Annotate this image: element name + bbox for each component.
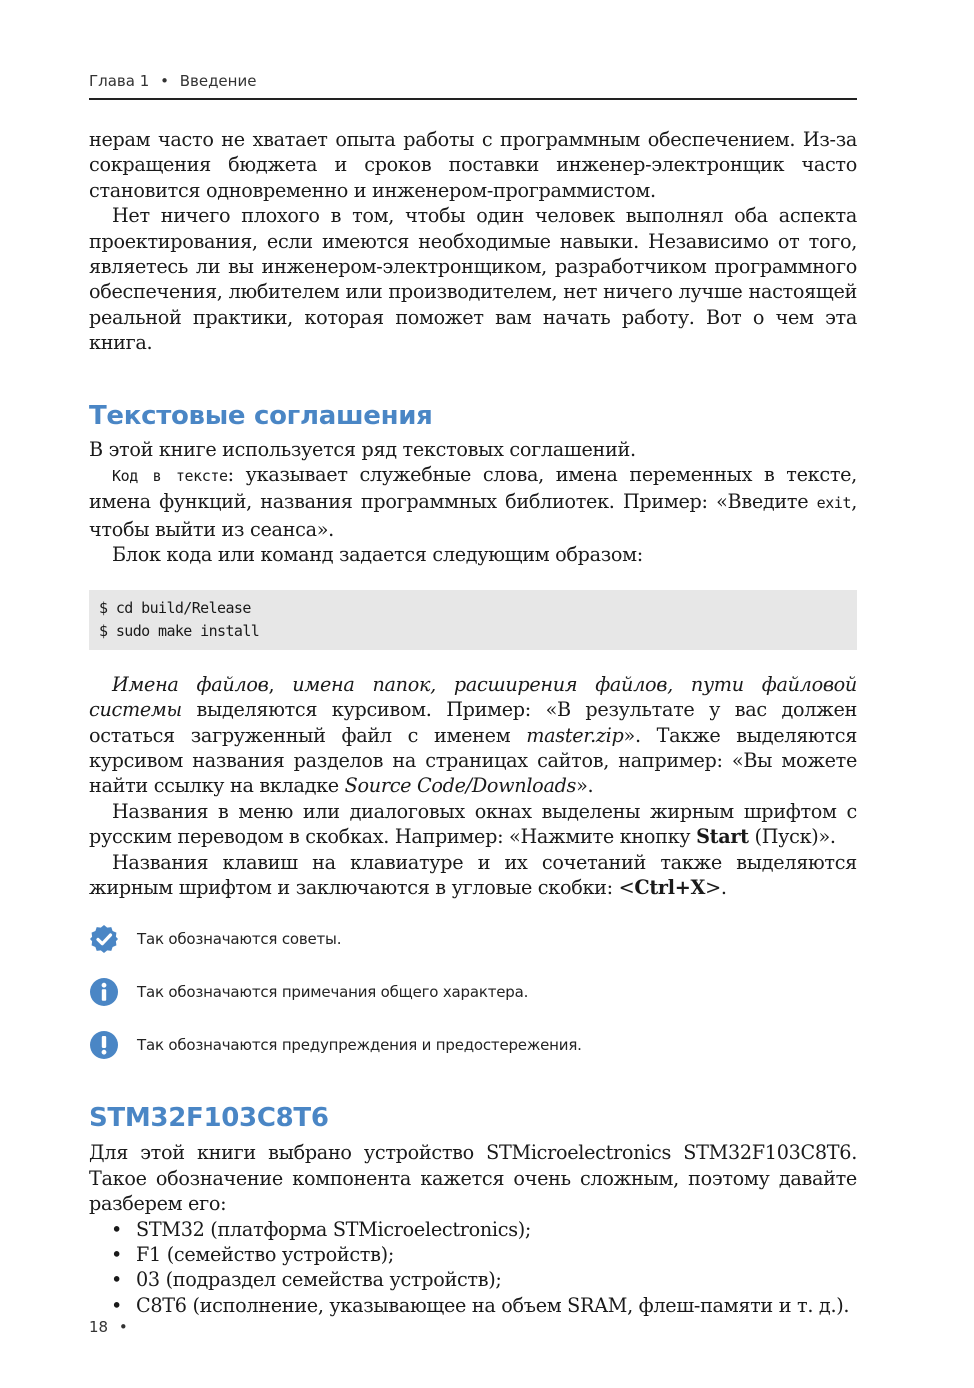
key-x: X: [690, 875, 706, 899]
bullet-glyph: •: [111, 1217, 123, 1241]
italic-text-b: ». Также выделяются курсивом названия разделов на страницах сайтов, например: «Вы можете найти ссылку на вкладке: [89, 723, 857, 798]
bold-text-a: Названия в меню или диалоговых окнах выделены жирным шрифтом с русским переводом в скобках. Например: «Нажмите кнопку: [89, 799, 857, 849]
page-number: 18: [89, 1318, 109, 1336]
stm-heading: STM32F103C8T6: [89, 1103, 329, 1134]
key-plus: +: [674, 875, 691, 899]
italic-folders: имена папок, расширения файлов, пути файловой системы: [89, 672, 857, 722]
italic-text-c: ».: [576, 774, 594, 798]
italic-master-zip: master.zip: [526, 723, 624, 747]
conventions-heading: Текстовые соглашения: [89, 400, 433, 431]
head-separator: •: [160, 72, 169, 90]
italic-source-code: Source Code/Downloads: [344, 774, 577, 798]
folio-separator: •: [118, 1318, 128, 1336]
code-in-text-label: Код в тексте: [112, 467, 228, 486]
page-folio: [89, 1318, 128, 1336]
stm-paragraph: Для этой книги выбрано устройство STMicroelectronics STM32F103C8T6. Такое обозначение компонента кажется очень сложным, поэтому давайте разберем его:: [89, 1141, 857, 1216]
code-line: $ cd build/Release: [99, 598, 251, 617]
code-desc-text-b: , чтобы выйти из сеанса».: [89, 490, 857, 541]
key-ctrl: Ctrl: [634, 875, 675, 899]
code-block: [89, 590, 857, 650]
italic-comma: ,: [268, 672, 293, 696]
bullet-glyph: •: [111, 1268, 123, 1292]
exclamation-icon: [89, 1030, 119, 1060]
note-info-text: Так обозначаются примечания общего характера.: [137, 983, 529, 1002]
conventions-paragraph-code: [89, 462, 857, 542]
code-exit: exit: [816, 494, 852, 513]
intro-paragraph-2: Нет ничего плохого в том, чтобы один человек выполнял оба аспекта проектирования, если имеются необходимые навыки. Независимо от того, являетесь ли вы инженером-электронщиком, разработчиком программного обеспечения, любителем или производителем, нет ничего лучше настоящей реальной практики, которая поможет вам начать работу. Вот о чем эта книга.: [89, 204, 857, 355]
stm-bullet-list: [89, 1217, 857, 1319]
intro-paragraph-1: нерам часто не хватает опыта работы с программным обеспечением. Из-за сокращения бюджета и сроков поставки инженер-электронщик часто становится одновременно и инженером-программистом.: [89, 128, 857, 202]
keys-text-b: >.: [705, 875, 727, 899]
italic-text-a: выделяются курсивом. Пример: «В результате у вас должен остаться загруженный файл с именем: [89, 698, 857, 747]
note-info: [89, 977, 857, 1007]
running-head: [89, 72, 857, 90]
note-tip: [89, 924, 857, 954]
list-item-text: STM32 (платформа STMicroelectronics);: [136, 1217, 532, 1241]
conventions-paragraph-italic: [89, 672, 857, 799]
page-content: [89, 127, 857, 1318]
section-label: Введение: [179, 72, 257, 90]
conventions-paragraph-keys: [89, 850, 857, 901]
notes-legend: [89, 924, 857, 1060]
list-item: [89, 1293, 857, 1318]
note-warning: [89, 1030, 857, 1060]
note-warning-text: Так обозначаются предупреждения и предостережения.: [137, 1036, 582, 1055]
check-icon: [89, 924, 119, 954]
list-item: [89, 1217, 857, 1242]
list-item: [89, 1267, 857, 1292]
chapter-label: Глава 1: [89, 72, 150, 90]
info-icon: [89, 977, 119, 1007]
conventions-paragraph-bold: [89, 799, 857, 850]
bullet-glyph: •: [111, 1242, 123, 1266]
list-item-text: C8T6 (исполнение, указывающее на объем SRAM, флеш-памяти и т. д.).: [136, 1293, 850, 1317]
note-tip-text: Так обозначаются советы.: [137, 930, 342, 949]
conventions-paragraph-1: В этой книге используется ряд текстовых соглашений.: [89, 437, 636, 461]
list-item-text: 03 (подраздел семейства устройств);: [136, 1268, 502, 1292]
italic-filenames: Имена файлов: [112, 672, 269, 696]
conventions-paragraph-block: Блок кода или команд задается следующим образом:: [112, 543, 643, 567]
bullet-glyph: •: [111, 1293, 123, 1317]
header-rule: [89, 98, 857, 100]
bold-start: Start: [696, 825, 749, 849]
keys-text-a: Названия клавиш на клавиатуре и их сочетаний также выделяются жирным шрифтом и заключаются в угловые скобки: <: [89, 850, 857, 899]
code-desc-text-a: : указывает служебные слова, имена переменных в тексте, имена функций, названия программных библиотек. Пример: «Введите: [89, 463, 857, 514]
list-item-text: F1 (семейство устройств);: [136, 1242, 394, 1266]
bold-text-b: (Пуск)».: [748, 825, 836, 849]
code-line: $ sudo make install: [99, 621, 260, 640]
list-item: [89, 1242, 857, 1267]
